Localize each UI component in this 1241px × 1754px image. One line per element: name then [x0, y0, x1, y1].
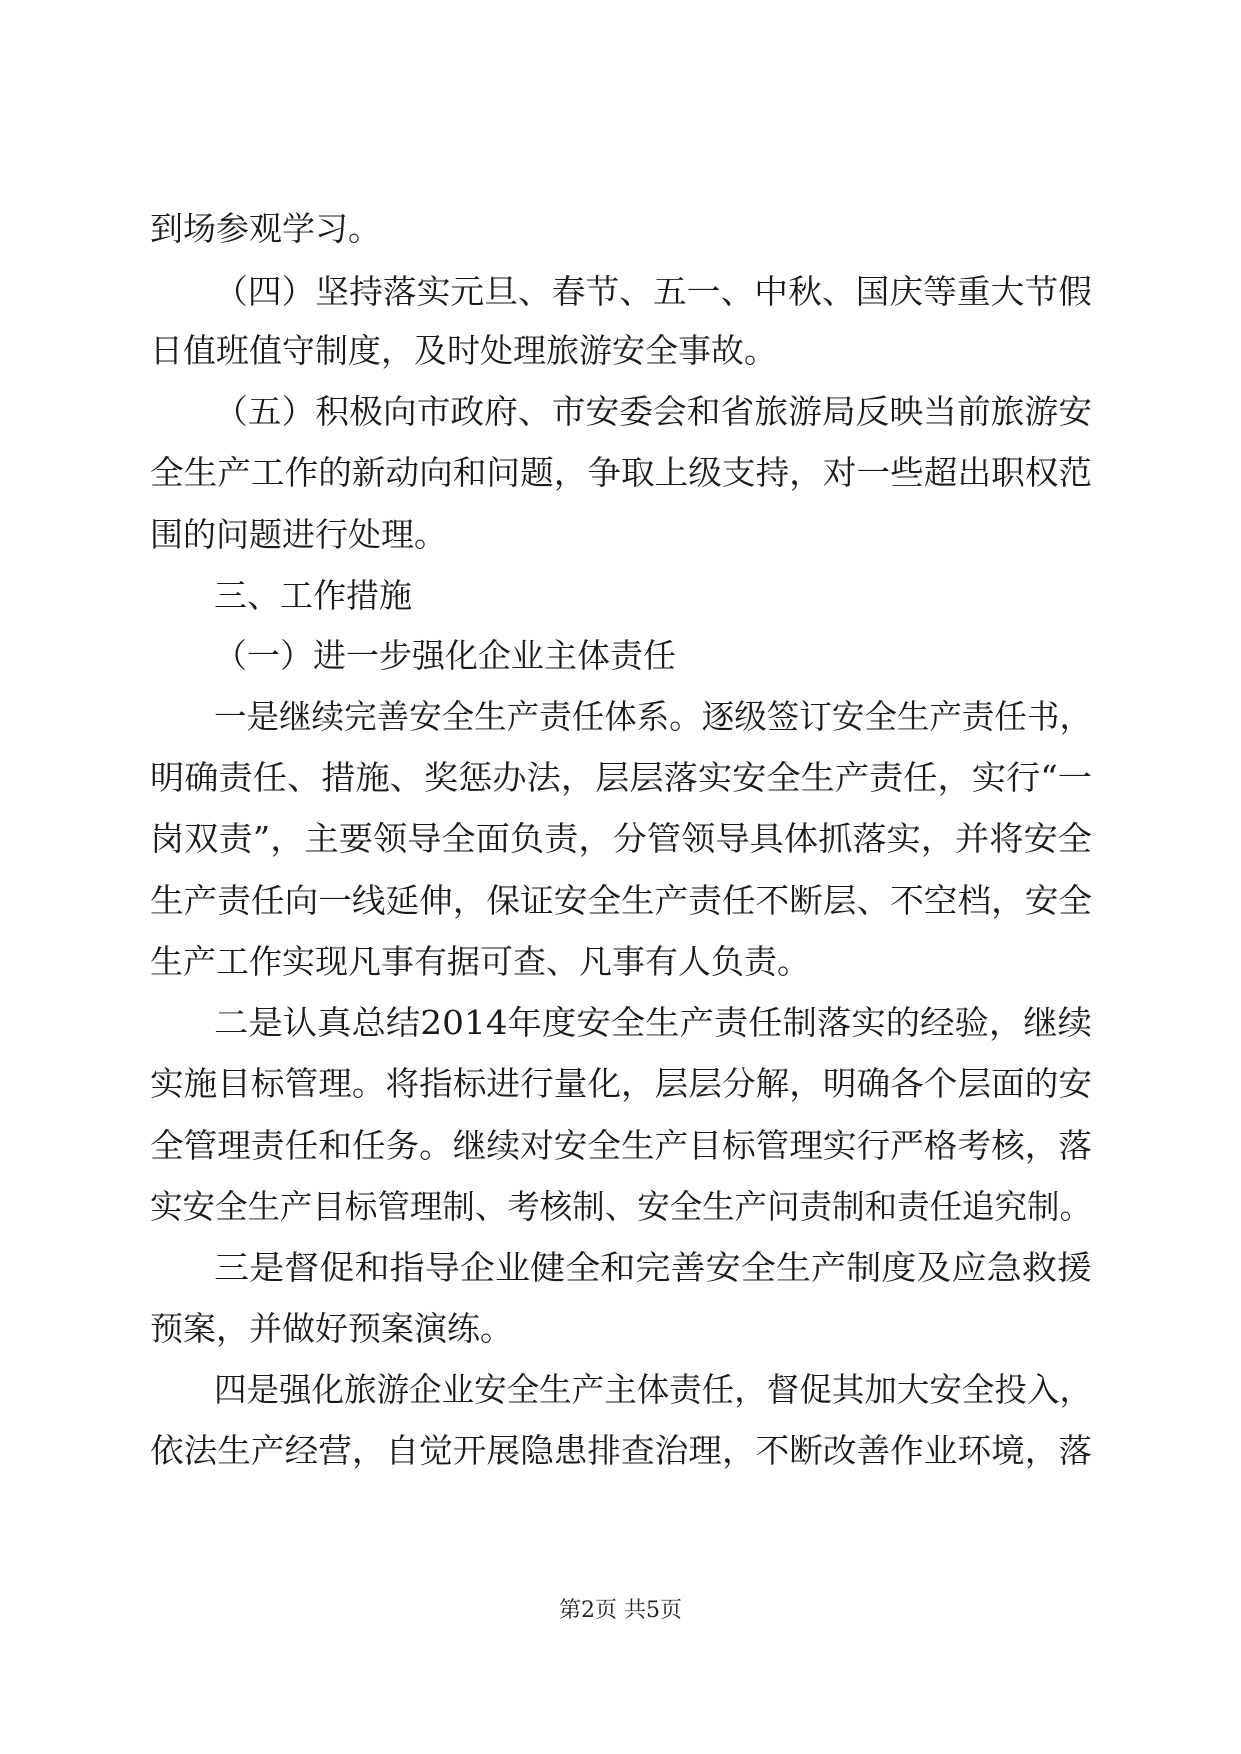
page-footer: 第2页 共5页 — [559, 1598, 682, 1623]
text-line — [0, 1174, 1241, 1240]
line-text: 生产工作实现凡事有据可查、凡事有人负责。 — [150, 942, 810, 981]
line-text: （五）积极向市政府、市安委会和省旅游局反映当前旅游安 — [214, 392, 1092, 431]
text-line — [0, 1296, 1241, 1362]
line-text: 全管理责任和任务。继续对安全生产目标管理实行严格考核，落 — [150, 1126, 1093, 1165]
text-line — [0, 1051, 1241, 1117]
text-line — [0, 745, 1241, 811]
line-text: 到场参观学习。 — [150, 209, 381, 248]
line-text: 预案，并做好预案演练。 — [150, 1309, 513, 1348]
line-text: 生产责任向一线延伸，保证安全生产责任不断层、不空档，安全 — [150, 881, 1093, 920]
text-line — [0, 1357, 1241, 1423]
text-line — [0, 502, 1241, 568]
line-text: 依法生产经营，自觉开展隐患排查治理，不断改善作业环境，落 — [150, 1431, 1093, 1470]
text-line — [0, 806, 1241, 872]
section-heading — [0, 563, 1241, 629]
text-line — [0, 259, 1241, 325]
line-text: 围的问题进行处理。 — [150, 515, 447, 554]
text-line — [0, 929, 1241, 995]
line-text: （四）坚持落实元旦、春节、五一、中秋、国庆等重大节假 — [214, 272, 1092, 311]
line-text: 一是继续完善安全生产责任体系。逐级签订安全生产责任书， — [214, 697, 1092, 736]
text-line — [0, 440, 1241, 506]
text-line — [0, 318, 1241, 384]
text-line — [0, 990, 1241, 1056]
text-line — [0, 379, 1241, 445]
subsection-heading — [0, 623, 1241, 689]
text-line — [0, 1113, 1241, 1179]
line-text: 实安全生产目标管理制、考核制、安全生产问责制和责任追究制。 — [150, 1187, 1092, 1226]
text-line — [0, 868, 1241, 934]
line-text: （一）进一步强化企业主体责任 — [214, 636, 676, 675]
text-line — [0, 196, 1241, 262]
line-text: 二是认真总结2014年度安全生产责任制落实的经验，继续 — [214, 1003, 1092, 1042]
line-text: 四是强化旅游企业安全生产主体责任，督促其加大安全投入， — [214, 1370, 1092, 1409]
line-text: 岗双责”，主要领导全面负责，分管领导具体抓落实，并将安全 — [150, 819, 1093, 858]
line-text: 明确责任、措施、奖惩办法，层层落实安全生产责任，实行“一 — [150, 758, 1093, 797]
text-line — [0, 1418, 1241, 1484]
line-text: 日值班值守制度，及时处理旅游安全事故。 — [150, 331, 777, 370]
line-text: 实施目标管理。将指标进行量化，层层分解，明确各个层面的安 — [150, 1064, 1093, 1103]
line-text: 全生产工作的新动向和问题，争取上级支持，对一些超出职权范 — [150, 453, 1093, 492]
line-text: 三是督促和指导企业健全和完善安全生产制度及应急救援 — [214, 1248, 1092, 1287]
text-line — [0, 1235, 1241, 1301]
text-line — [0, 684, 1241, 750]
line-text: 三、工作措施 — [214, 576, 412, 615]
